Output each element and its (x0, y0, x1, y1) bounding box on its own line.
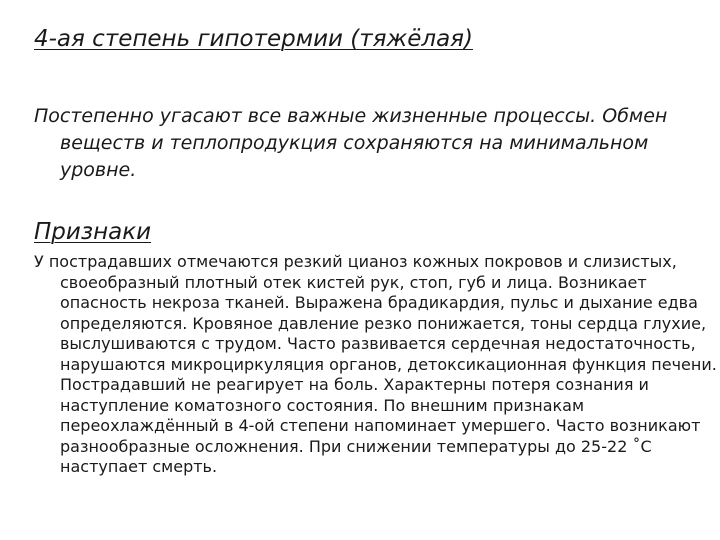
signs-paragraph: У пострадавших отмечаются резкий цианоз кожных покровов и слизистых, своеобразный плотный отек кистей рук, стоп, губ и лица. Возникает опасность некроза тканей. Выражена брадикардия, пульс и дыхание едва определяются. Кровяное давление резко понижается, тоны сердца глухие, выслушиваются с трудом. Часто развивается сердечная недостаточность, нарушаются микроциркуляция органов, детоксикационная функция печени. Пострадавший не реагирует на боль. Характерны потеря сознания и наступление коматозного состояния. По внешним признакам переохлаждённый в 4-ой степени напоминает умершего. Часто возникают разнообразные осложнения. При снижении температуры до 25-22 ˚С наступает смерть. (34, 252, 717, 476)
signs-heading: Признаки (34, 219, 152, 245)
slide-title: 4-ая степень гипотермии (тяжёлая) (34, 26, 473, 52)
intro-paragraph: Постепенно угасают все важные жизненные процессы. Обмен веществ и теплопродукция сохраняются на минимальном уровне. (34, 105, 668, 181)
